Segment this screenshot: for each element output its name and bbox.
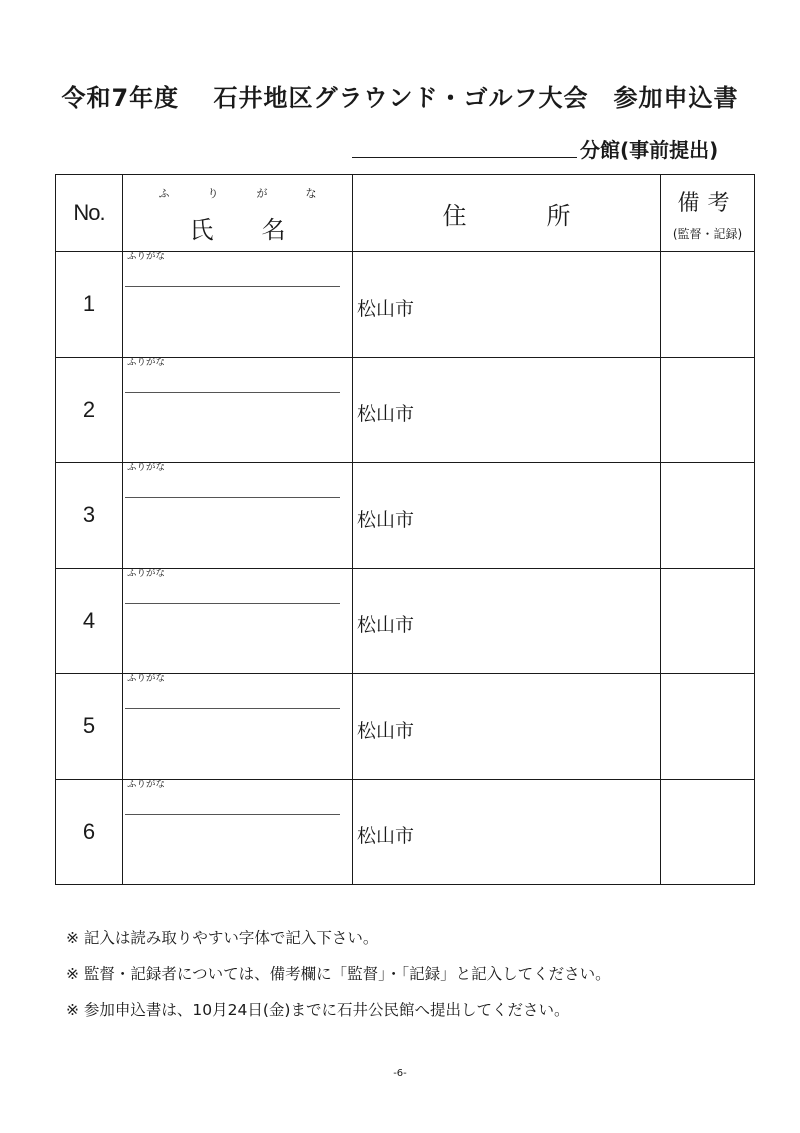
- name-field[interactable]: [123, 674, 353, 780]
- header-no: No.: [56, 175, 123, 252]
- table-row: [56, 357, 755, 463]
- row-number: 5: [56, 674, 123, 780]
- name-field[interactable]: [123, 568, 353, 674]
- furigana-divider: [125, 814, 340, 815]
- table-row: [56, 779, 755, 885]
- branch-name-blank[interactable]: [352, 157, 577, 158]
- address-field[interactable]: 松山市: [353, 779, 661, 885]
- form-title: 令和7年度 石井地区グラウンド・ゴルフ大会 参加申込書: [61, 84, 739, 112]
- remarks-field[interactable]: [661, 252, 755, 358]
- entry-table: [55, 174, 755, 885]
- furigana-label: ふりがな: [127, 778, 166, 790]
- address-field[interactable]: 松山市: [353, 568, 661, 674]
- furigana-divider: [125, 286, 340, 287]
- table-row: [56, 568, 755, 674]
- note-item: ※ 参加申込書は、10月24日(金)までに石井公民館へ提出してください。: [66, 1001, 570, 1019]
- furigana-divider: [125, 392, 340, 393]
- note-item: ※ 監督・記録者については、備考欄に「監督」・「記録」と記入してください。: [66, 965, 611, 983]
- address-field[interactable]: 松山市: [353, 357, 661, 463]
- table-row: [56, 252, 755, 358]
- header-address: 住 所: [353, 175, 661, 252]
- header-remarks-label: 備考: [677, 191, 738, 216]
- furigana-label: ふりがな: [127, 567, 166, 579]
- furigana-label: ふりがな: [127, 251, 166, 262]
- furigana-label: ふりがな: [127, 356, 166, 368]
- address-field[interactable]: 松山市: [353, 252, 661, 358]
- row-number: 2: [56, 357, 123, 463]
- furigana-divider: [125, 708, 340, 709]
- name-field[interactable]: [123, 252, 353, 358]
- row-number: 1: [56, 252, 123, 358]
- table-row: [56, 674, 755, 780]
- page-number: -6-: [393, 1068, 407, 1079]
- address-field[interactable]: 松山市: [353, 463, 661, 569]
- furigana-label: ふりがな: [127, 673, 166, 684]
- remarks-field[interactable]: [661, 463, 755, 569]
- header-name: [123, 175, 353, 252]
- row-number: 6: [56, 779, 123, 885]
- header-name-label: 氏 名: [189, 216, 286, 244]
- name-field[interactable]: [123, 463, 353, 569]
- header-remarks: [661, 175, 755, 252]
- note-item: ※ 記入は読み取りやすい字体で記入下さい。: [66, 929, 379, 947]
- notes-section: [66, 920, 611, 1028]
- header-remarks-sub: (監督・記録): [672, 227, 743, 241]
- header-furigana: ふ り が な: [158, 187, 317, 200]
- remarks-field[interactable]: [661, 357, 755, 463]
- remarks-field[interactable]: [661, 568, 755, 674]
- row-number: 4: [56, 568, 123, 674]
- header-row: [56, 175, 755, 252]
- remarks-field[interactable]: [661, 779, 755, 885]
- furigana-divider: [125, 603, 340, 604]
- table-row: [56, 463, 755, 569]
- name-field[interactable]: [123, 357, 353, 463]
- furigana-label: ふりがな: [127, 462, 166, 473]
- row-number: 3: [56, 463, 123, 569]
- furigana-divider: [125, 497, 340, 498]
- remarks-field[interactable]: [661, 674, 755, 780]
- branch-label: 分館(事前提出): [580, 138, 719, 162]
- name-field[interactable]: [123, 779, 353, 885]
- address-field[interactable]: 松山市: [353, 674, 661, 780]
